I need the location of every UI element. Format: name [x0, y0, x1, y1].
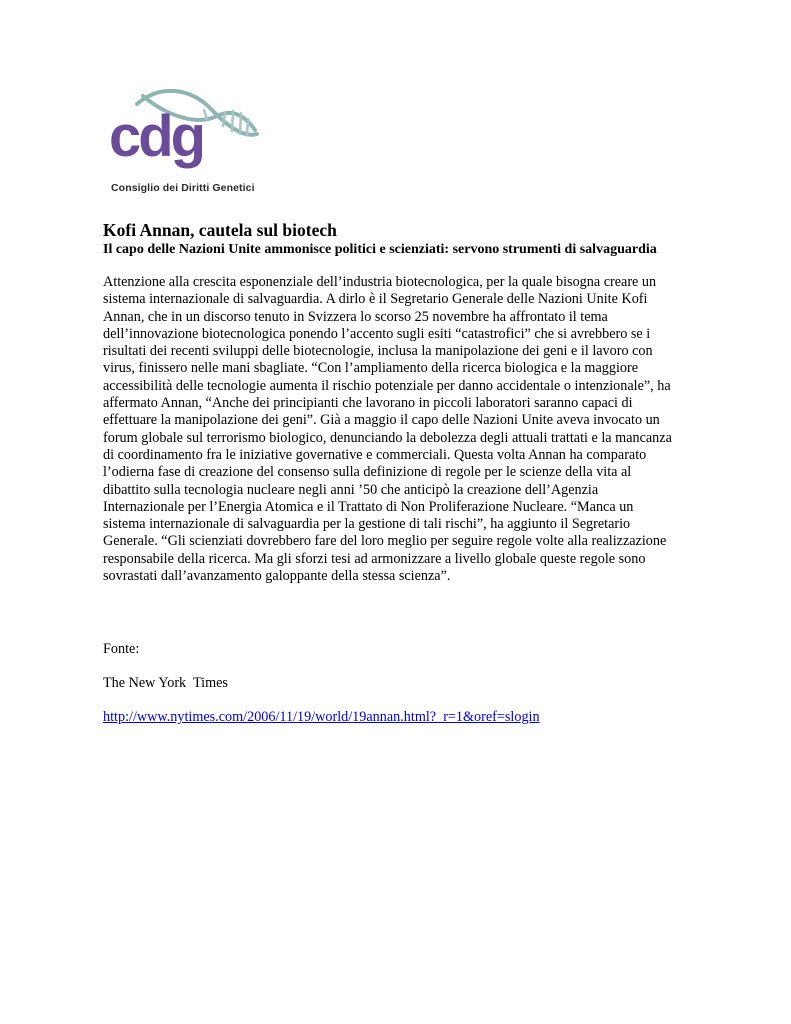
logo-letters: cdg: [109, 104, 204, 169]
body-line: Attenzione alla crescita esponenziale dell’industria biotecnologica, per la quale bisogna creare un: [103, 274, 657, 290]
body-line: Annan, che in un discorso tenuto in Svizzera lo scorso 25 novembre ha affrontato il tema: [103, 308, 608, 325]
body-line: l’odierna fase di creazione del consenso sulla definizione di regole per le scienze della vita al: [103, 464, 632, 481]
body-line: accessibilità delle tecnologie aumenta il rischio potenziale per danno accidentale o intenzionale”, ha: [103, 377, 671, 394]
article-title: Kofi Annan, cautela sul biotech: [103, 220, 337, 240]
cdg-logo: [105, 86, 275, 198]
body-line: effettuare la manipolazione dei geni”. Già a maggio il capo delle Nazioni Unite aveva invocato un: [103, 412, 660, 429]
dna-helix-logo-icon: [105, 86, 275, 186]
body-line: Internazionale per l’Energia Atomica e il Trattato di Non Proliferazione Nucleare. “Manca un: [103, 498, 634, 515]
body-line: risultati dei recenti sviluppi delle biotecnologie, inclusa la manipolazione dei geni e il lavoro con: [103, 343, 653, 360]
source-link[interactable]: http://www.nytimes.com/2006/11/19/world/19annan.html?_r=1&oref=slogin: [103, 709, 540, 726]
body-line: sovrastati dall’avanzamento galoppante della stessa scienza”.: [103, 568, 451, 585]
article-subtitle: Il capo delle Nazioni Unite ammonisce politici e scienziati: servono strumenti di salvaguardia: [103, 242, 657, 257]
article-body: [103, 274, 703, 585]
body-line: di coordinamento fra le iniziative governative e commerciali. Questa volta Annan ha comparato: [103, 446, 647, 463]
article: [103, 220, 703, 726]
logo-caption: Consiglio dei Diritti Genetici: [111, 182, 255, 194]
body-line: dibattito sulla tecnologia nucleare negli anni ’50 che anticipò la creazione dell’Agenzia: [103, 481, 599, 498]
body-line: virus, finissero nelle mani sbagliate. “Con l’ampliamento della ricerca biologica e la maggiore: [103, 360, 638, 377]
body-line: Generale. “Gli scienziati dovrebbero fare del loro meglio per seguire regole volte alla realizzazione: [103, 533, 667, 550]
source-label: Fonte:: [103, 641, 140, 658]
body-line: dell’innovazione biotecnologica ponendo l’accento sugli esiti “catastrofici” che si avrebbero se i: [103, 325, 651, 342]
body-line: sistema internazionale di salvaguardia per la gestione di tali rischi”, ha aggiunto il Segretario: [103, 516, 631, 533]
body-line: sistema internazionale di salvaguardia. A dirlo è il Segretario Generale delle Nazioni Unite Kofi: [103, 291, 648, 308]
body-line: forum globale sul terrorismo biologico, denunciando la debolezza degli attuali trattati e la mancanza: [103, 429, 672, 446]
source-name: The New York Times: [103, 675, 228, 692]
body-line: affermato Annan, “Anche dei principianti che lavorano in piccoli laboratori saranno capaci di: [103, 395, 633, 412]
body-line: responsabile della ricerca. Ma gli sforzi tesi ad armonizzare a livello globale queste regole sono: [103, 550, 646, 567]
